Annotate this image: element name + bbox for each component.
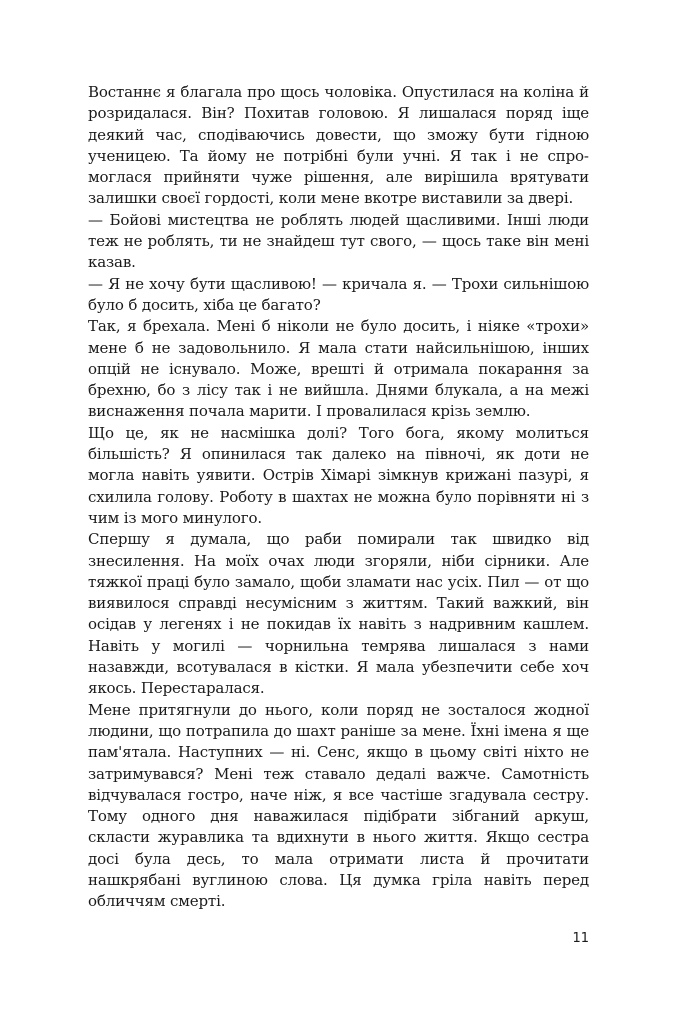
paragraph-5: Що це, як не насмішка долі? Того бога, якому молиться більшість? Я опинилася так далеко на півночі, як доти не могла навіть уявити. Острів Хімарі зімкнув крижані пазурі, я схилила голову. Роботу в шахтах не можна було порівняти ні з чим із мого минулого. [88, 423, 589, 527]
paragraph-4: Так, я брехала. Мені б ніколи не було досить, і ніяке «трохи» мене б не задовольнило. Я мала стати найсильнішою, інших опцій не існувало. Може, врешті й отримала покарання за брехню, бо з лісу так і не вийшла. Днями блукала, а на межі виснаження почала марити. І провалилася крізь землю. [88, 317, 589, 421]
paragraph-6: Спершу я думала, що раби помирали так швидко від знесилення. На моїх очах люди згоряли, ніби сірники. Але тяжкої праці було замало, щоби зламати нас усіх. Пил — от що виявилося справді несумісним з життям. Такий важкий, він осідав у легенях і не покидав їх навіть з надривним кашлем. Навіть у могилі — чорнильна темрява лишалася з нами назавжди, всотувалася в кістки. Я мала убезпечити себе хоч якось. Перестаралася. [88, 530, 589, 698]
paragraph-7: Мене притягнули до нього, коли поряд не зосталося жодної людини, що потрапила до шахт раніше за мене. Їхні імена я ще пам'ятала. Наступних — ні. Сенс, якщо в цьому світі ніхто не затримувався? Мені теж ставало дедалі важче. Самотність відчувалася гостро, наче ніж, я все частіше згадувала сестру. Тому одного дня наважилася підібрати зібганий аркуш, скласти журавлика та вдихнути в нього життя. Якщо сестра досі була десь, то мала отримати листа й прочитати нашкрябані вуглиною слова. Ця думка гріла навіть перед обличчям смерті. [88, 700, 589, 911]
page-number: 11 [572, 931, 589, 946]
paragraph-2: — Бойові мистецтва не роблять людей щасливими. Інші люди теж не роблять, ти не знайдеш тут свого, — щось таке він мені казав. [88, 210, 589, 272]
paragraph-3: — Я не хочу бути щасливою! — кричала я. — Трохи сильнішою було б досить, хіба це багато? [88, 274, 589, 314]
page-body-text [88, 82, 589, 913]
paragraph-1: Востаннє я благала про щось чоловіка. Опустилася на коліна й розридалася. Він? Похитав головою. Я лишалася поряд іще деякий час, сподіваючись довести, що зможу бути гідною ученицею. Та йому не потрібні були учні. Я так і не спромоглася прийняти чуже рішення, але вирішила врятувати залишки своєї гордості, коли мене вкотре виставили за двері. [88, 83, 589, 208]
